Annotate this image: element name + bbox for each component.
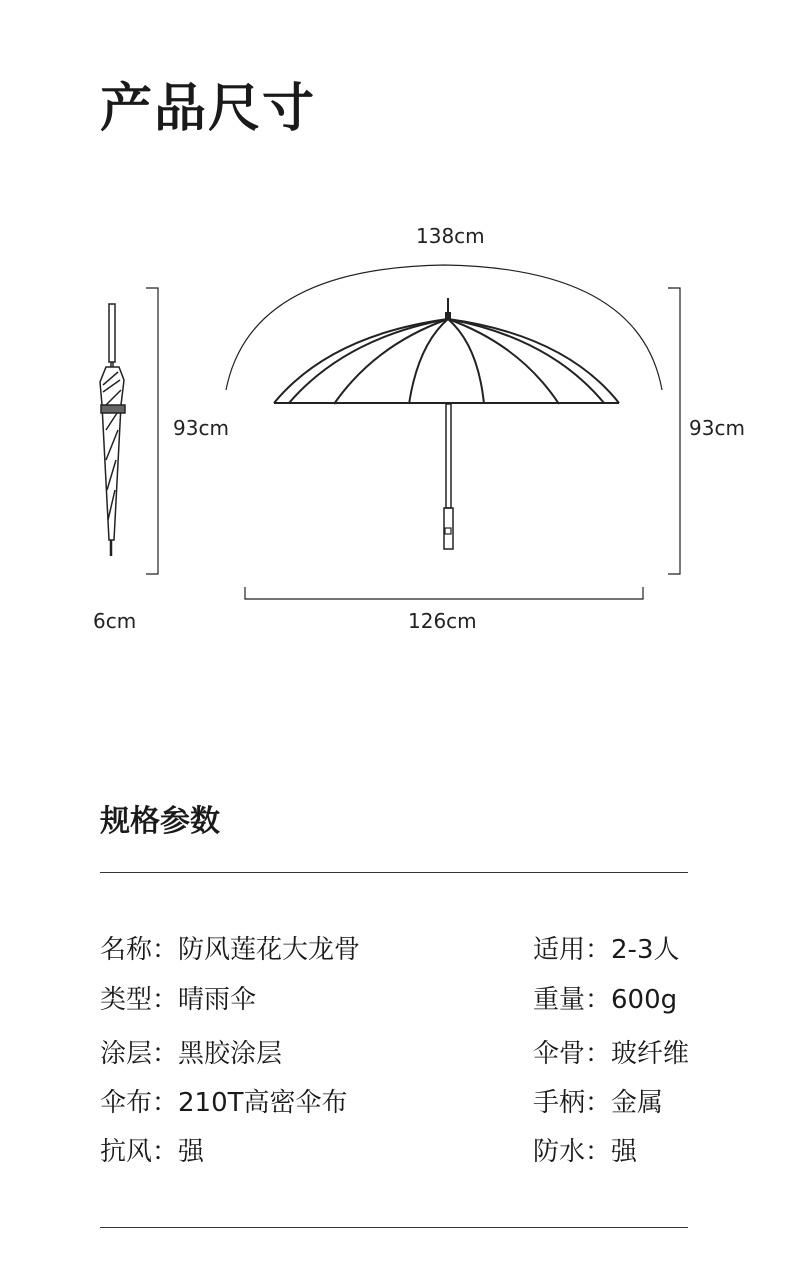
spec-value: 黑胶涂层 <box>178 1039 283 1069</box>
divider <box>100 1227 688 1228</box>
spec-value: 强 <box>611 1137 638 1167</box>
spec-row <box>533 1082 663 1119</box>
spec-row <box>100 1033 282 1070</box>
spec-value: 600g <box>611 985 678 1015</box>
spec-label: 伞骨： <box>533 1039 612 1069</box>
spec-row <box>533 979 677 1016</box>
spec-label: 类型： <box>100 985 179 1015</box>
specs-title: 规格参数 <box>100 804 220 839</box>
spec-row <box>533 1033 689 1070</box>
arc-dimension-line <box>226 265 662 390</box>
right-height-bracket <box>668 288 680 574</box>
spec-value: 晴雨伞 <box>178 985 257 1015</box>
spec-row <box>533 1131 637 1168</box>
spec-label: 名称： <box>100 935 179 965</box>
spec-value: 防风莲花大龙骨 <box>178 935 361 965</box>
folded-width-label: 6cm <box>93 609 137 633</box>
left-height-label: 93cm <box>173 416 229 440</box>
spec-row <box>100 929 360 966</box>
folded-umbrella-illustration <box>100 304 125 556</box>
page-title: 产品尺寸 <box>100 79 317 139</box>
spec-row <box>100 1082 348 1119</box>
spec-value: 玻纤维 <box>611 1039 690 1069</box>
spec-row <box>100 979 256 1016</box>
spec-label: 手柄： <box>533 1088 612 1118</box>
open-umbrella-illustration <box>274 298 619 549</box>
spec-label: 防水： <box>533 1137 612 1167</box>
spec-value: 强 <box>178 1137 205 1167</box>
spec-row <box>533 929 679 966</box>
width-bracket <box>245 587 643 599</box>
arc-width-label: 138cm <box>416 224 485 248</box>
spec-label: 伞布： <box>100 1088 179 1118</box>
open-width-label: 126cm <box>408 609 477 633</box>
spec-row <box>100 1131 204 1168</box>
spec-value: 210T高密伞布 <box>178 1088 348 1118</box>
spec-value: 金属 <box>611 1088 664 1118</box>
spec-label: 涂层： <box>100 1039 179 1069</box>
spec-label: 适用： <box>533 935 612 965</box>
spec-label: 重量： <box>533 985 612 1015</box>
divider <box>100 872 688 873</box>
right-height-label: 93cm <box>689 416 745 440</box>
spec-label: 抗风： <box>100 1137 179 1167</box>
spec-value: 2-3人 <box>611 935 680 965</box>
left-height-bracket <box>146 288 158 574</box>
